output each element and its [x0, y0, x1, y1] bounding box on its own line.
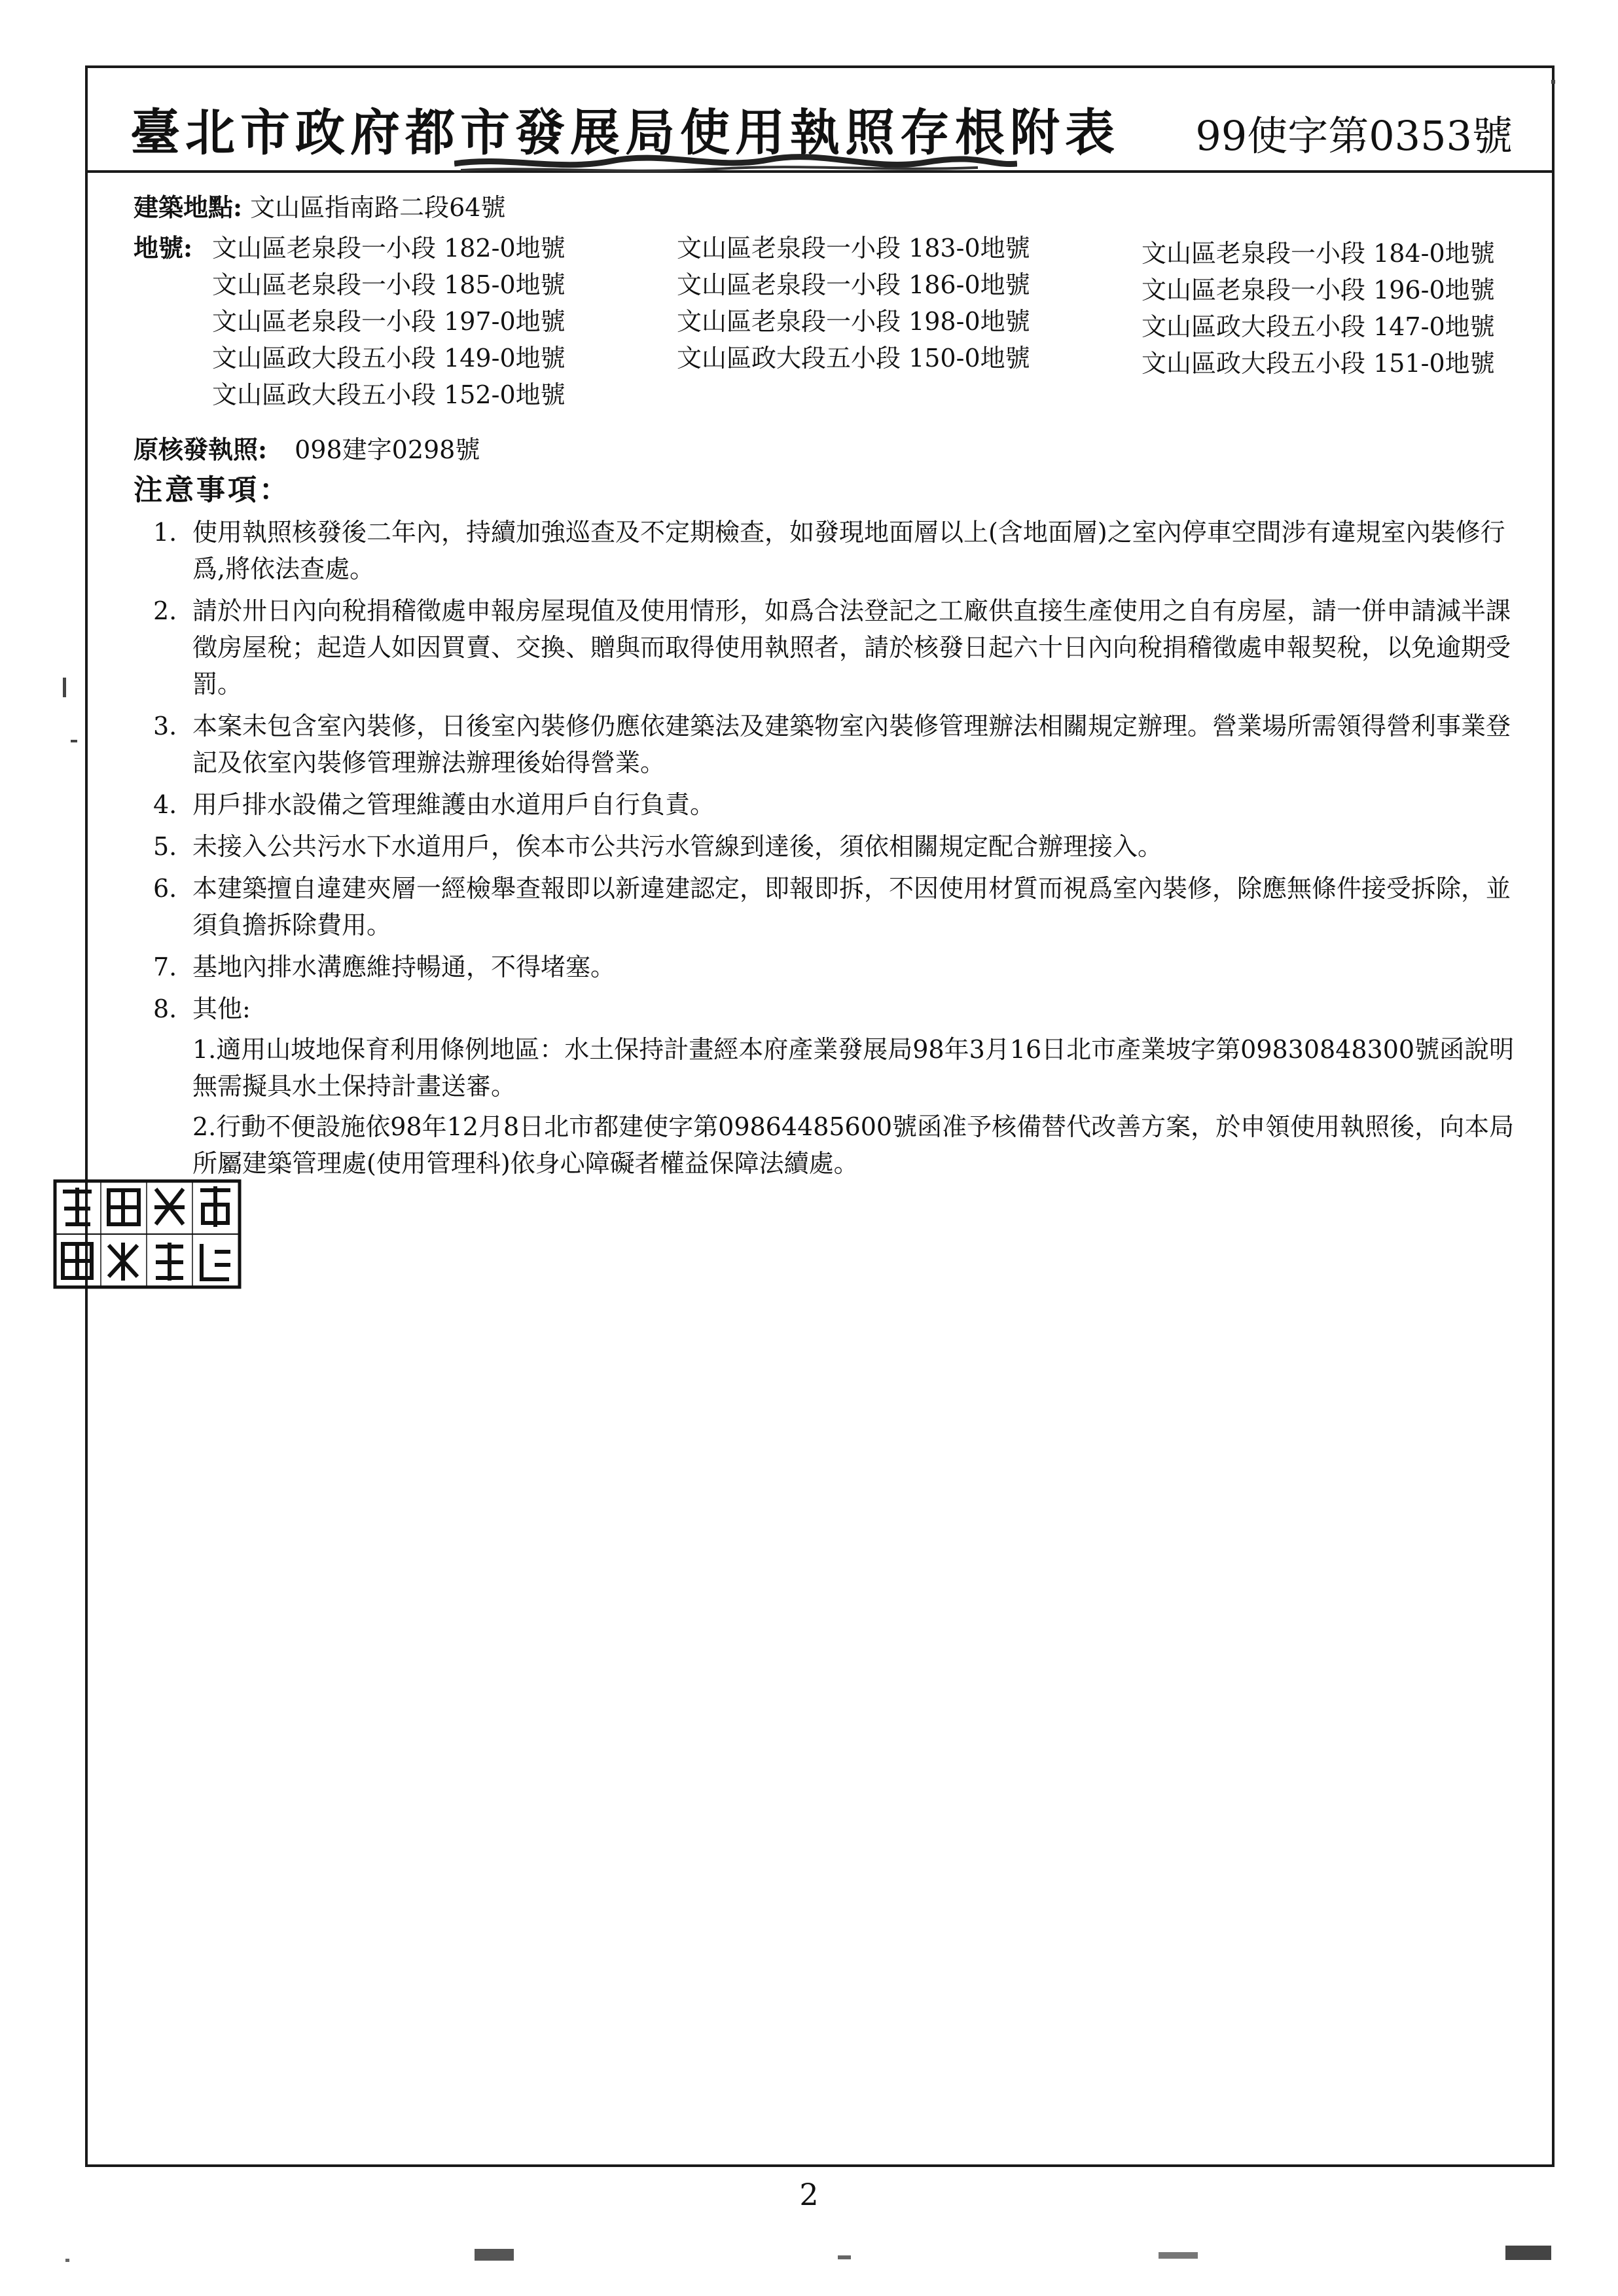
official-seal-stamp	[52, 1178, 242, 1290]
scan-artifact	[1159, 2252, 1198, 2259]
notice-number: 7.	[153, 953, 177, 981]
scan-artifact	[65, 2259, 69, 2262]
page-number: 2	[799, 2177, 819, 2212]
lot-item: 文山區老泉段一小段 197-0地號	[212, 307, 566, 336]
notice-item	[134, 786, 1526, 823]
lot-item: 文山區老泉段一小段 183-0地號	[677, 234, 1030, 263]
notice-number: 8.	[153, 994, 177, 1023]
notice-item	[134, 592, 1526, 702]
lot-item: 文山區老泉段一小段 196-0地號	[1142, 276, 1495, 304]
address-value: 文山區指南路二段64號	[250, 193, 506, 222]
lot-numbers	[134, 230, 1526, 420]
notice-text: 本建築擅自違建夾層一經檢舉查報即以新違建認定，即報即拆，不因使用材質而視爲室內裝修，除應無條件接受拆除，並須負擔拆除費用。	[192, 874, 1511, 939]
document-body	[134, 189, 1526, 1187]
notice-item	[134, 949, 1526, 985]
address-label: 建築地點:	[134, 192, 243, 222]
scan-artifact	[838, 2255, 851, 2259]
original-permit-row	[134, 431, 1526, 468]
lot-item: 文山區政大段五小段 147-0地號	[1142, 312, 1495, 341]
lot-item: 文山區老泉段一小段 184-0地號	[1142, 239, 1495, 268]
notice-number: 1.	[153, 518, 177, 547]
notice-item	[134, 708, 1526, 781]
lot-item: 文山區老泉段一小段 182-0地號	[212, 234, 566, 263]
document-frame	[85, 65, 1555, 2167]
scan-artifact	[63, 678, 66, 697]
lot-item: 文山區老泉段一小段 185-0地號	[212, 270, 566, 299]
notices-heading: 注意事項：	[134, 473, 291, 507]
title-row	[88, 68, 1552, 173]
notice-list	[134, 514, 1526, 1182]
notice-number: 6.	[153, 874, 177, 903]
scan-artifact	[1505, 2246, 1551, 2260]
scan-artifact	[71, 740, 77, 742]
notice-text: 使用執照核發後二年內，持續加強巡查及不定期檢查，如發現地面層以上(含地面層)之室內停車空間涉有違規室內裝修行爲,將依法查處。	[192, 518, 1505, 583]
notice-item	[134, 828, 1526, 865]
notice-number: 5.	[153, 832, 177, 861]
other-note: 1.適用山坡地保育利用條例地區：水土保持計畫經本府產業發展局98年3月16日北市產業坡字第09830848300號函說明無需擬具水土保持計畫送審。	[192, 1035, 1515, 1101]
lot-item: 文山區政大段五小段 150-0地號	[677, 344, 1030, 373]
original-permit-label: 原核發執照:	[134, 435, 268, 464]
scan-artifact	[1551, 80, 1555, 84]
notice-number: 3.	[153, 712, 177, 740]
scan-artifact	[475, 2249, 514, 2261]
notice-number: 4.	[153, 790, 177, 819]
notice-text: 未接入公共污水下水道用戶，俟本市公共污水管線到達後，須依相關規定配合辦理接入。	[192, 832, 1163, 861]
lot-item: 文山區老泉段一小段 186-0地號	[677, 270, 1030, 299]
redaction-scribble	[454, 152, 1017, 178]
lot-item: 文山區政大段五小段 149-0地號	[212, 344, 566, 373]
notice-text: 本案未包含室內裝修，日後室內裝修仍應依建築法及建築物室內裝修管理辦法相關規定辦理。營業場所需領得營利事業登記及依室內裝修管理辦法辦理後始得營業。	[192, 712, 1511, 777]
lot-item: 文山區政大段五小段 152-0地號	[212, 380, 566, 409]
notice-text: 用戶排水設備之管理維護由水道用戶自行負責。	[192, 790, 715, 819]
notice-item	[134, 991, 1526, 1182]
notice-item	[134, 514, 1526, 587]
other-notes	[192, 1031, 1526, 1182]
notice-item	[134, 870, 1526, 943]
license-number: 99使字第0353號	[1195, 112, 1513, 160]
notice-number: 2.	[153, 596, 177, 625]
other-note: 2.行動不便設施依98年12月8日北市都建使字第09864485600號函准予核備替代改善方案，於申領使用執照後，向本局所屬建築管理處(使用管理科)依身心障礙者權益保障法續處。	[192, 1112, 1515, 1178]
notice-text: 基地內排水溝應維持暢通，不得堵塞。	[192, 953, 616, 981]
document-title: 臺北市政府都市發展局使用執照存根附表	[130, 103, 1120, 162]
notice-text: 其他:	[192, 994, 251, 1023]
lot-item: 文山區政大段五小段 151-0地號	[1142, 349, 1495, 378]
lot-item: 文山區老泉段一小段 198-0地號	[677, 307, 1030, 336]
original-permit-value: 098建字0298號	[295, 435, 480, 464]
lot-label: 地號:	[134, 233, 193, 263]
notice-text: 請於卅日內向稅捐稽徵處申報房屋現值及使用情形，如爲合法登記之工廠供直接生產使用之自有房屋，請一併申請減半課徵房屋稅；起造人如因買賣、交換、贈與而取得使用執照者，請於核發日起六十日內向稅捐稽徵處申報契稅，以免逾期受罰。	[192, 596, 1511, 699]
address-row	[134, 189, 1526, 226]
